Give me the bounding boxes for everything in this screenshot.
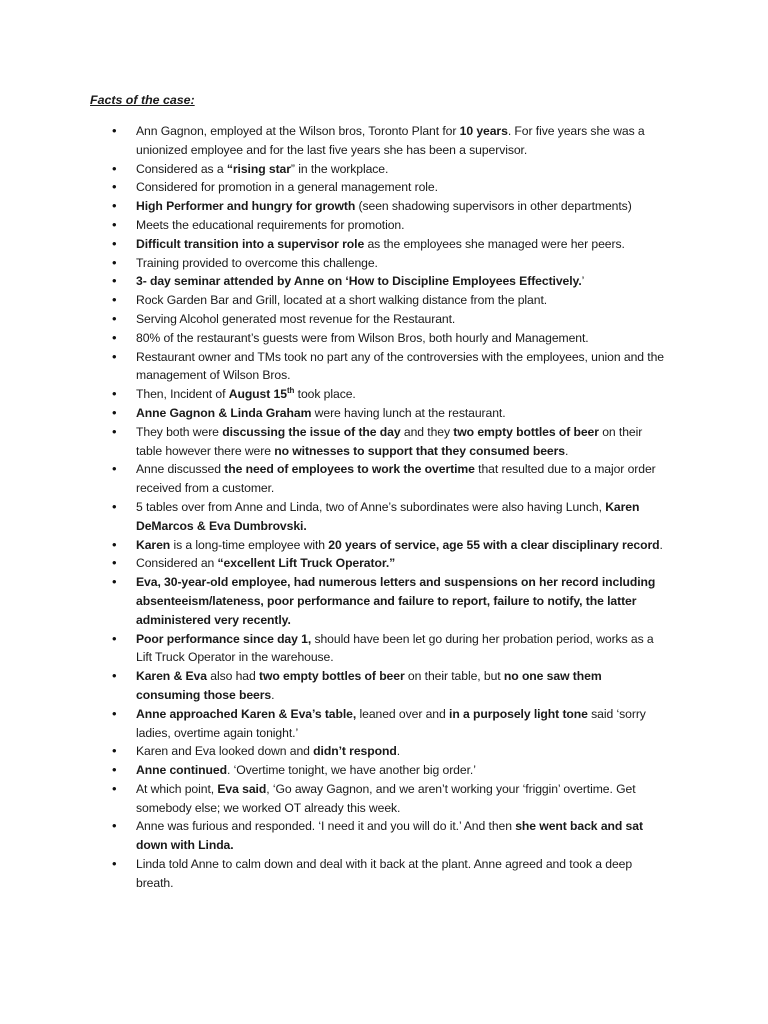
fact-item <box>108 855 668 893</box>
fact-text: . ‘Overtime tonight, we have another big order.’ <box>226 763 476 778</box>
fact-text: , ‘Go away Gagnon, and we aren’t working your ‘friggin’ overtime. Get somebody else; we worked OT already this week. <box>136 781 636 815</box>
fact-bold-text: 20 years of service, age 55 with a clear disciplinary record <box>328 537 660 552</box>
fact-text: . For five years she was a unionized employee and for the last five years she has been a supervisor. <box>136 124 645 157</box>
fact-text: should have been let go during her probation period, works as a Lift Truck Operator in the warehouse. <box>136 631 654 665</box>
fact-bold-text: Karen & Eva <box>136 669 207 684</box>
fact-item <box>108 498 668 536</box>
fact-text: also had <box>206 669 259 684</box>
fact-text: Considered an <box>136 556 218 571</box>
fact-text: Training provided to overcome this challenge. <box>136 255 378 270</box>
fact-bold-text: didn’t respond <box>313 744 397 759</box>
fact-text: Ann Gagnon, employed at the Wilson bros, Toronto Plant for <box>136 124 460 138</box>
fact-bold-text: Poor performance since day 1, <box>136 631 312 646</box>
fact-bold-text: Anne approached Karen & Eva’s table, <box>136 706 357 721</box>
fact-bold-text: 3- day seminar attended by Anne on ‘How to Discipline Employees Effectively. <box>136 274 582 289</box>
fact-bold-text: no one saw them consuming those beers <box>136 669 602 702</box>
fact-text: At which point, <box>136 781 218 796</box>
fact-bold-text: 10 years <box>459 124 508 138</box>
fact-item <box>108 254 668 273</box>
fact-text: Considered for promotion in a general management role. <box>136 180 438 195</box>
fact-item <box>108 291 668 310</box>
fact-bold-text: she went back and sat down with Linda. <box>136 819 643 853</box>
fact-item <box>108 216 668 235</box>
fact-text: that resulted due to a major order received from a customer. <box>136 462 656 496</box>
fact-text: said ‘sorry ladies, overtime again tonight.’ <box>136 706 646 740</box>
fact-item <box>108 160 668 179</box>
fact-item <box>108 460 668 498</box>
fact-bold-text: Difficult transition into a supervisor role <box>136 236 365 251</box>
fact-item <box>108 705 668 743</box>
facts-list <box>108 122 668 893</box>
fact-text: Linda told Anne to calm down and deal with it back at the plant. Anne agreed and took a deep breath. <box>136 857 633 890</box>
fact-text: is a long-time employee with <box>170 537 329 552</box>
section-heading: Facts of the case: <box>90 93 195 107</box>
fact-item <box>108 385 668 404</box>
fact-bold-text: the need of employees to work the overtime <box>224 462 475 477</box>
fact-text: Anne was furious and responded. ‘I need it and you will do it.’ And then <box>136 819 516 834</box>
fact-bold-text: Eva, 30-year-old employee, had numerous letters and suspensions on her record including absenteeism/lateness, poor performance and failure to report, failure to notify, the latter administered very recently. <box>136 575 656 627</box>
fact-item <box>108 235 668 254</box>
fact-text: . <box>271 687 275 702</box>
fact-item <box>108 667 668 705</box>
fact-text: (seen shadowing supervisors in other departments) <box>355 199 632 214</box>
fact-text: on their table, but <box>404 669 504 684</box>
fact-bold-text: Eva said <box>217 781 267 796</box>
fact-bold-text: Karen <box>136 537 171 552</box>
fact-text: 5 tables over from Anne and Linda, two of Anne’s subordinates were also having Lunch, <box>136 499 606 514</box>
fact-item <box>108 536 668 555</box>
fact-text: Serving Alcohol generated most revenue for the Restaurant. <box>136 311 456 326</box>
fact-item <box>108 197 668 216</box>
fact-bold-text: two empty bottles of beer <box>259 669 405 684</box>
fact-bold-text: “rising star <box>226 161 291 176</box>
fact-item <box>108 761 668 780</box>
fact-text: as the employees she managed were her peers. <box>364 236 625 251</box>
fact-text: Considered as a <box>136 161 227 176</box>
fact-item <box>108 178 668 197</box>
fact-item <box>108 122 668 160</box>
fact-text: They both were <box>136 424 223 439</box>
fact-text: Karen and Eva looked down and <box>136 744 314 759</box>
fact-bold-text: “excellent Lift Truck Operator.” <box>217 556 396 571</box>
fact-bold-text: Anne Gagnon & Linda Graham <box>136 405 312 420</box>
fact-bold-text: Karen DeMarcos & Eva Dumbrovski. <box>136 499 640 533</box>
fact-superscript: th <box>286 386 295 396</box>
fact-text: . <box>564 443 569 458</box>
fact-item <box>108 554 668 573</box>
fact-text: were having lunch at the restaurant. <box>311 405 506 420</box>
fact-bold-text: discussing the issue of the day <box>222 424 401 439</box>
fact-text: ” in the workplace. <box>290 161 389 176</box>
fact-bold-text: August 15 <box>228 387 287 402</box>
fact-item <box>108 423 668 461</box>
fact-text: on their table however there were <box>136 424 643 458</box>
fact-item <box>108 329 668 348</box>
fact-text: ’ <box>581 274 585 289</box>
fact-bold-text: High Performer and hungry for growth <box>136 199 356 214</box>
fact-item <box>108 272 668 291</box>
fact-bold-text: no witnesses to support that they consumed beers <box>274 443 565 458</box>
fact-text: Restaurant owner and TMs took no part any of the controversies with the employees, union and the management of Wilson Bros. <box>136 349 664 383</box>
fact-item <box>108 630 668 668</box>
fact-item <box>108 404 668 423</box>
fact-bold-text: in a purposely light tone <box>449 706 588 721</box>
fact-text: leaned over and <box>356 706 450 721</box>
fact-text: 80% of the restaurant’s guests were from Wilson Bros, both hourly and Management. <box>136 330 589 345</box>
fact-item <box>108 310 668 329</box>
fact-text: Rock Garden Bar and Grill, located at a short walking distance from the plant. <box>136 293 548 308</box>
fact-text: Then, Incident of <box>136 387 229 402</box>
fact-item <box>108 742 668 761</box>
fact-text: Meets the educational requirements for promotion. <box>136 217 405 232</box>
fact-text: . <box>659 537 663 552</box>
fact-bold-text: Anne continued <box>136 763 227 778</box>
fact-text: Anne discussed <box>136 462 225 477</box>
fact-text: took place. <box>294 387 356 402</box>
fact-item <box>108 817 668 855</box>
fact-text: and they <box>400 424 454 439</box>
fact-bold-text: two empty bottles of beer <box>453 424 599 439</box>
fact-text: . <box>396 744 400 759</box>
fact-item <box>108 348 668 386</box>
fact-item <box>108 573 668 629</box>
fact-item <box>108 780 668 818</box>
